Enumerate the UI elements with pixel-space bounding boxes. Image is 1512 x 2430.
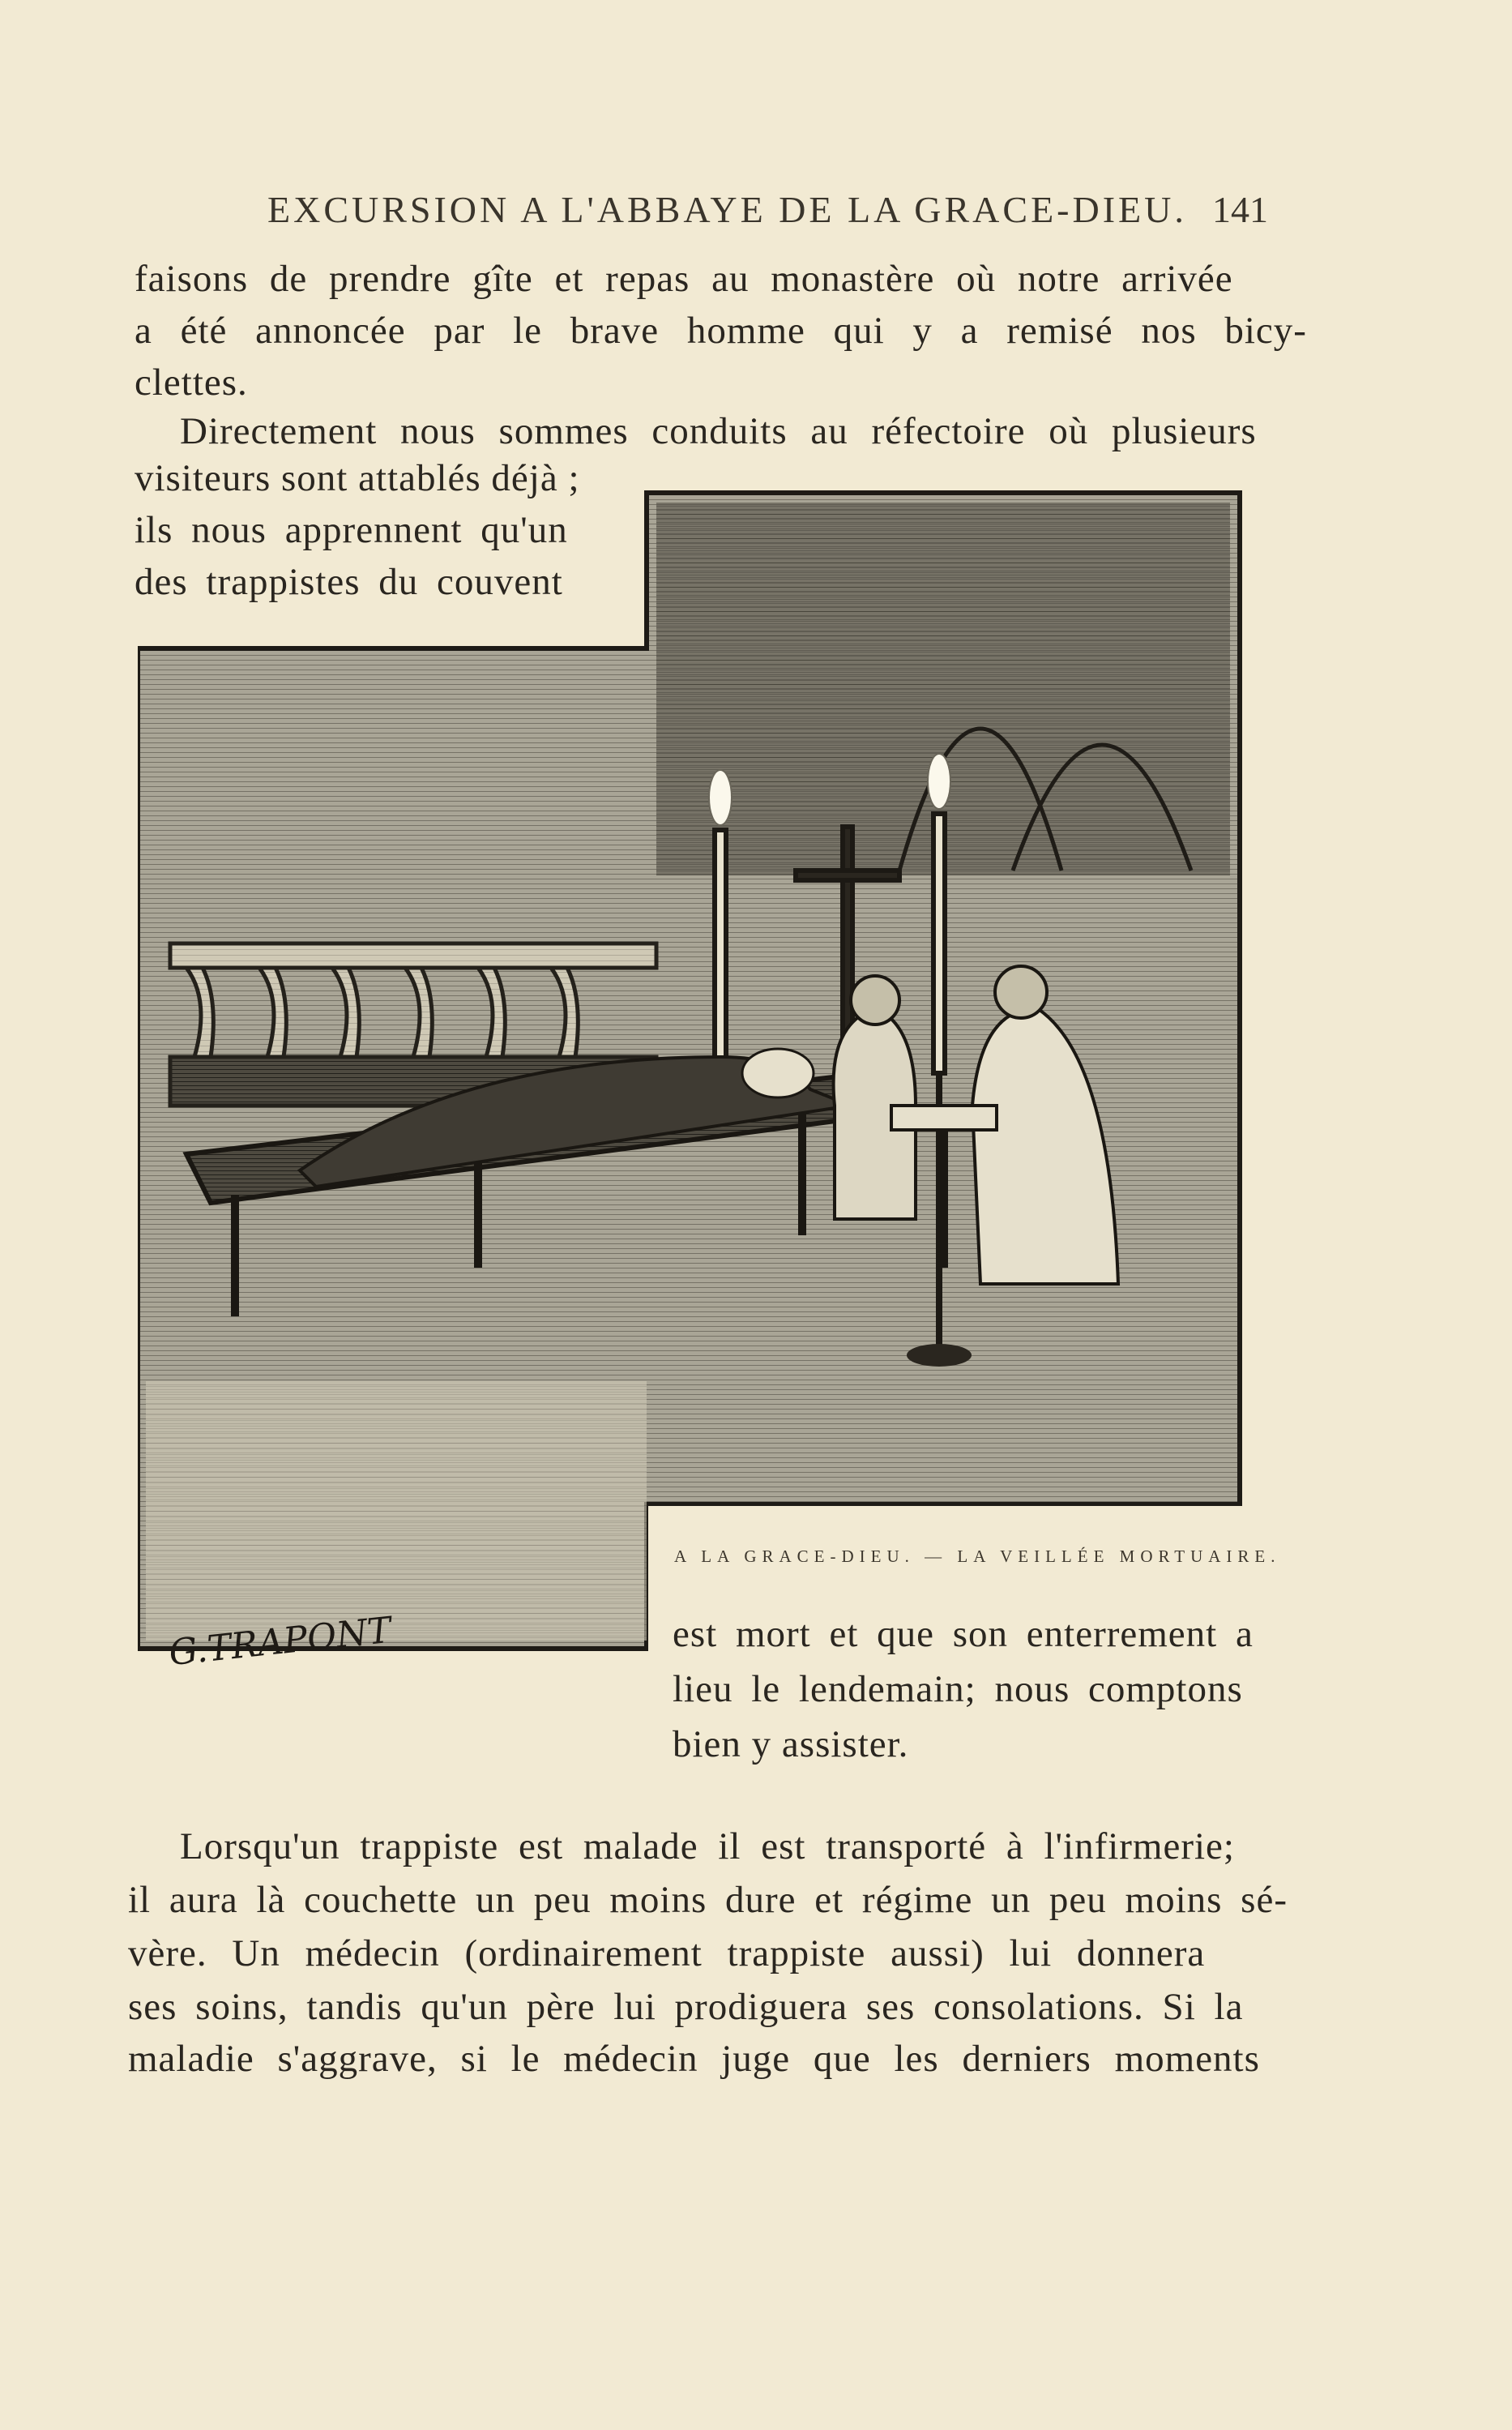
artist-signature: G.TRAPONT (167, 1609, 394, 1675)
body-line: ils nous apprennent qu'un (135, 509, 568, 551)
engraving-illustration (138, 490, 1248, 1786)
body-line: lieu le lendemain; nous comptons (673, 1668, 1243, 1710)
body-line: il aura là couchette un peu moins dure et régime un peu moins sé- (128, 1879, 1288, 1921)
body-line: visiteurs sont attablés déjà ; (135, 457, 580, 499)
body-line: vère. Un médecin (ordinairement trappiste aussi) lui donnera (128, 1932, 1206, 1974)
body-line: Lorsqu'un trappiste est malade il est transporté à l'infirmerie; (180, 1825, 1235, 1867)
body-line: faisons de prendre gîte et repas au monastère où notre arrivée (135, 258, 1233, 300)
page-number: 141 (1212, 189, 1268, 230)
body-line: maladie s'aggrave, si le médecin juge que les derniers moments (128, 2038, 1260, 2080)
body-line: des trappistes du couvent (135, 561, 563, 603)
body-line: clettes. (135, 362, 248, 404)
body-line: a été annoncée par le brave homme qui y a remisé nos bicy- (135, 310, 1307, 352)
running-title: EXCURSION A L'ABBAYE DE LA GRACE-DIEU. (267, 189, 1187, 230)
illustration-caption: A LA GRACE-DIEU. — LA VEILLÉE MORTUAIRE. (674, 1547, 1281, 1566)
body-line: Directement nous sommes conduits au réfectoire où plusieurs (180, 410, 1257, 452)
body-line: est mort et que son enterrement a (673, 1613, 1254, 1655)
body-line: bien y assister. (673, 1723, 909, 1765)
body-line: ses soins, tandis qu'un père lui prodiguera ses consolations. Si la (128, 1986, 1244, 2028)
